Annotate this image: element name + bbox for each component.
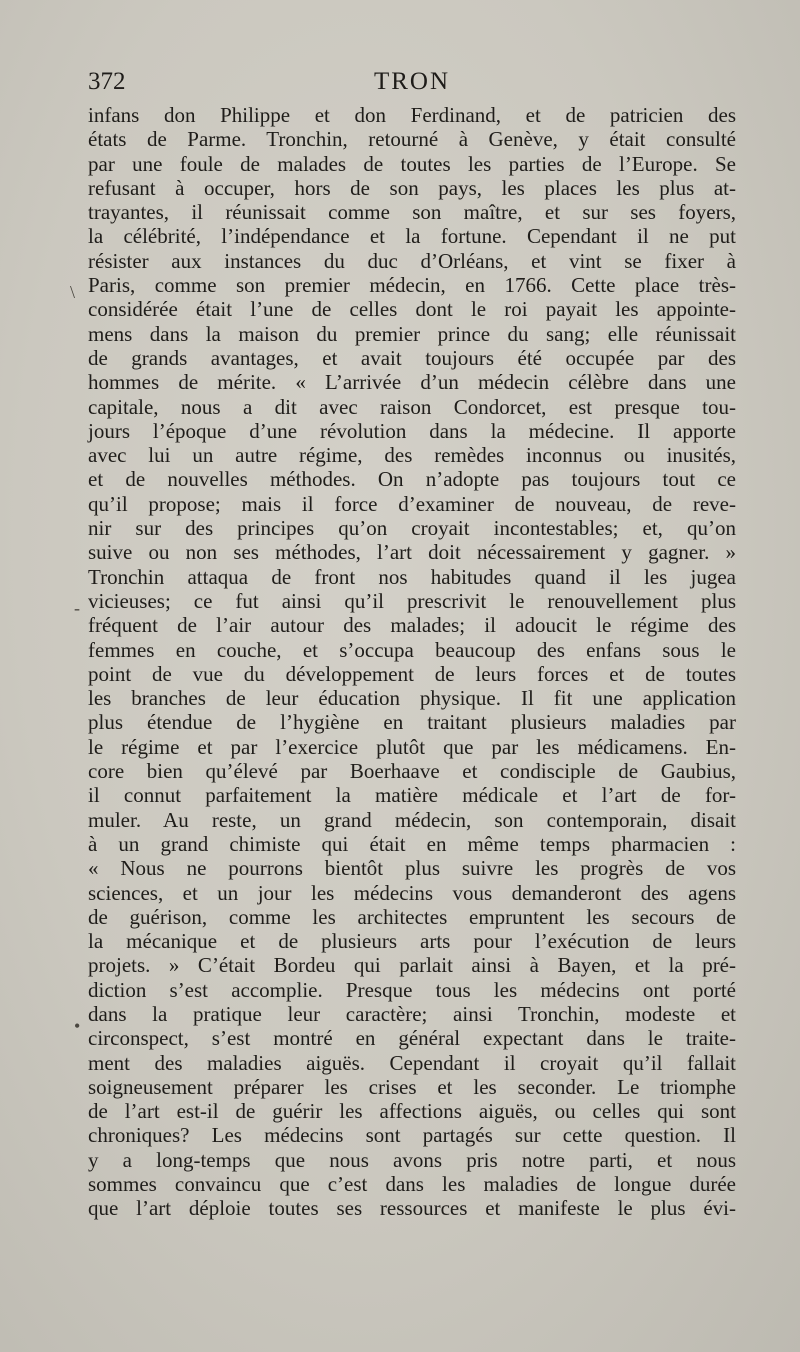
text-line: dans la pratique leur caractère; ainsi Tronchin, modeste et	[88, 1001, 736, 1026]
text-line: de l’art est-il de guérir les affections aiguës, ou celles qui sont	[88, 1099, 736, 1124]
text-line: Tronchin attaqua de front nos habitudes quand il les jugea	[88, 564, 736, 589]
text-line: diction s’est accomplie. Presque tous les médecins ont porté	[88, 977, 736, 1002]
text-line: nir sur des principes qu’on croyait incontestables; et, qu’on	[88, 516, 736, 541]
text-line: circonspect, s’est montré en général expectant dans le traite-	[88, 1026, 736, 1051]
text-line: core bien qu’élevé par Boerhaave et condisciple de Gaubius,	[88, 759, 736, 784]
text-line: point de vue du développement de leurs forces et de toutes	[88, 661, 736, 686]
text-line: sciences, et un jour les médecins vous demanderont des agens	[88, 880, 736, 905]
body-text	[88, 103, 736, 1221]
text-line: infans don Philippe et don Ferdinand, et de patricien des	[88, 103, 736, 127]
text-line: par une foule de malades de toutes les parties de l’Europe. Se	[88, 151, 736, 176]
text-line: plus étendue de l’hygiène en traitant plusieurs maladies par	[88, 710, 736, 735]
text-line: jours l’époque d’une révolution dans la médecine. Il apporte	[88, 418, 736, 443]
text-line: y a long-temps que nous avons pris notre parti, et nous	[88, 1147, 736, 1172]
text-line: femmes en couche, et s’occupa beaucoup des enfans sous le	[88, 637, 736, 662]
text-line: mens dans la maison du premier prince du sang; elle réunissait	[88, 321, 736, 346]
text-line: les branches de leur éducation physique. Il fit une application	[88, 686, 736, 711]
text-line: refusant à occuper, hors de son pays, les places les plus at-	[88, 175, 736, 200]
text-line: muler. Au reste, un grand médecin, son contemporain, disait	[88, 807, 736, 832]
text-line: de guérison, comme les architectes empruntent les secours de	[88, 904, 736, 929]
text-line: vicieuses; ce fut ainsi qu’il prescrivit le renouvellement plus	[88, 588, 736, 613]
margin-mark: -	[74, 598, 80, 618]
text-line: résister aux instances du duc d’Orléans, et vint se fixer à	[88, 248, 736, 273]
text-line: avec lui un autre régime, des remèdes inconnus ou inusités,	[88, 443, 736, 468]
text-line: suive ou non ses méthodes, l’art doit nécessairement y gagner. »	[88, 540, 736, 565]
text-line: Paris, comme son premier médecin, en 1766. Cette place très-	[88, 273, 736, 298]
text-line: considérée était l’une de celles dont le roi payait les appointe-	[88, 297, 736, 322]
running-head: TRON	[373, 68, 451, 95]
text-line: fréquent de l’air autour des malades; il adoucit le régime des	[88, 613, 736, 638]
margin-mark: •	[74, 1016, 81, 1036]
text-line: soigneusement préparer les crises et les seconder. Le triomphe	[88, 1074, 736, 1099]
text-line: capitale, nous a dit avec raison Condorcet, est presque tou-	[88, 394, 736, 419]
margin-mark: \	[70, 282, 76, 302]
text-line: il connut parfaitement la matière médicale et l’art de for-	[88, 783, 736, 808]
text-line: trayantes, il réunissait comme son maître, et sur ses foyers,	[88, 200, 736, 225]
text-line: la mécanique et de plusieurs arts pour l’exécution de leurs	[88, 929, 736, 954]
page-number: 372	[88, 68, 126, 95]
text-line: ment des maladies aiguës. Cependant il croyait qu’il fallait	[88, 1050, 736, 1075]
text-line: états de Parme. Tronchin, retourné à Genève, y était consulté	[88, 127, 736, 152]
page-header	[88, 68, 736, 102]
text-line: hommes de mérite. « L’arrivée d’un médecin célèbre dans une	[88, 370, 736, 395]
text-line: qu’il propose; mais il force d’examiner de nouveau, de reve-	[88, 491, 736, 516]
text-line: le régime et par l’exercice plutôt que par les médicamens. En-	[88, 734, 736, 759]
text-line: de grands avantages, et avait toujours été occupée par des	[88, 345, 736, 370]
text-line: la célébrité, l’indépendance et la fortune. Cependant il ne put	[88, 224, 736, 249]
text-line: et de nouvelles méthodes. On n’adopte pas toujours tout ce	[88, 467, 736, 492]
text-line: à un grand chimiste qui était en même temps pharmacien :	[88, 831, 736, 856]
text-line: projets. » C’était Bordeu qui parlait ainsi à Bayen, et la pré-	[88, 953, 736, 978]
text-line: que l’art déploie toutes ses ressources et manifeste le plus évi-	[88, 1196, 736, 1221]
text-line: « Nous ne pourrons bientôt plus suivre les progrès de vos	[88, 856, 736, 881]
text-line: chroniques? Les médecins sont partagés sur cette question. Il	[88, 1123, 736, 1148]
text-line: sommes convaincu que c’est dans les maladies de longue durée	[88, 1172, 736, 1197]
